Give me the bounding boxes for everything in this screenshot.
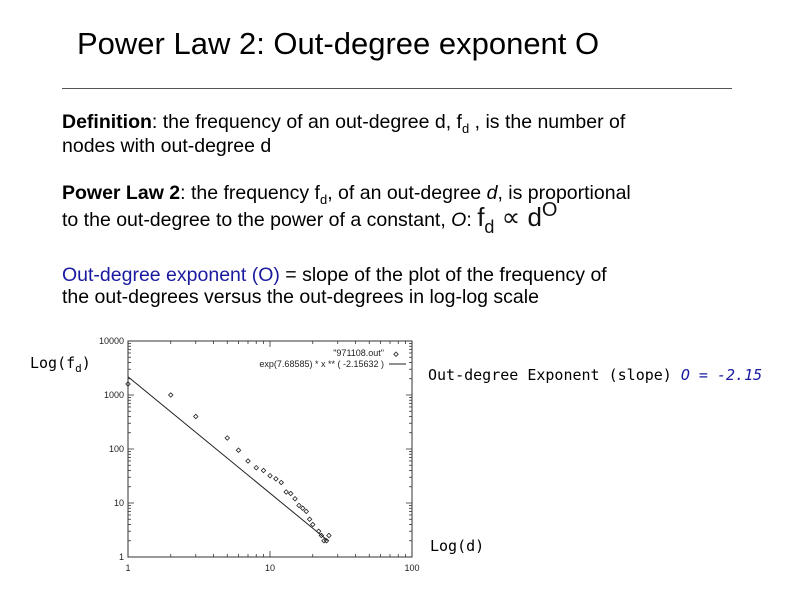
slope-value: O = -2.15	[680, 366, 763, 384]
formula-superscript: O	[541, 199, 558, 221]
data-point	[301, 506, 305, 510]
exponent-line-2: the out-degrees versus the out-degrees in log-log scale	[62, 286, 539, 308]
power-law-term: Power Law 2	[62, 182, 181, 204]
power-law-subscript: d	[319, 192, 328, 207]
formula-f: f	[477, 202, 485, 232]
data-point	[293, 497, 297, 501]
data-point	[311, 522, 315, 526]
y-tick-label: 1000	[103, 390, 124, 400]
plot-frame	[128, 341, 412, 557]
x-tick-label: 10	[264, 563, 276, 573]
slide-title: Power Law 2: Out-degree exponent O	[77, 26, 600, 61]
data-point	[169, 393, 173, 397]
data-point	[236, 448, 240, 452]
data-point	[268, 474, 272, 478]
data-point	[274, 477, 278, 481]
definition-text: : the frequency of an out-degree d, f	[151, 111, 462, 133]
definition-term: Definition	[62, 111, 152, 133]
data-point	[194, 414, 198, 418]
x-tick-label: 1	[125, 563, 131, 573]
definition-subscript: d	[461, 121, 470, 136]
y-axis-label-sub: d	[75, 362, 82, 375]
power-law-text-a: : the frequency f	[180, 182, 320, 204]
data-point	[279, 480, 283, 484]
legend-label-fit: exp(7.68585) * x ** ( -2.15632 )	[259, 359, 384, 369]
formula-proportional: ∝ d	[494, 202, 542, 232]
power-law-colon: :	[466, 209, 478, 231]
power-law-d: d	[486, 182, 498, 204]
slope-label-text: Out-degree Exponent (slope)	[428, 366, 681, 384]
y-axis-label-main: Log(f	[30, 354, 76, 372]
data-point	[254, 466, 258, 470]
power-law-text-b: , of an out-degree	[327, 182, 487, 204]
data-point	[246, 459, 250, 463]
legend-marker-data	[394, 352, 398, 356]
definition-line-2: nodes with out-degree d	[62, 135, 272, 157]
exponent-text: = slope of the plot of the frequency of	[279, 264, 607, 286]
x-tick-label: 100	[404, 563, 420, 573]
y-tick-label: 10	[113, 498, 124, 508]
data-point	[225, 436, 229, 440]
x-axis-label: Log(d)	[430, 537, 485, 555]
data-point	[297, 503, 301, 507]
y-tick-label: 10000	[98, 336, 124, 346]
legend-label-data: "971108.out"	[333, 348, 384, 358]
data-point	[307, 517, 311, 521]
power-law-text-d: to the out-degree to the power of a constant,	[62, 209, 452, 231]
y-axis-label-end: )	[81, 354, 91, 372]
data-point	[261, 468, 265, 472]
data-point	[327, 533, 331, 537]
y-tick-label: 100	[108, 444, 124, 454]
power-law-text-c: , is proportional	[497, 182, 631, 204]
definition-text-end: , is the number of	[469, 111, 626, 133]
data-point	[289, 491, 293, 495]
data-point	[284, 490, 288, 494]
exponent-term: Out-degree exponent (O)	[62, 264, 280, 286]
fit-line	[128, 377, 328, 541]
formula-subscript: d	[484, 217, 495, 237]
data-point	[304, 509, 308, 513]
power-law-o: O	[451, 209, 467, 231]
y-tick-label: 1	[118, 552, 124, 562]
